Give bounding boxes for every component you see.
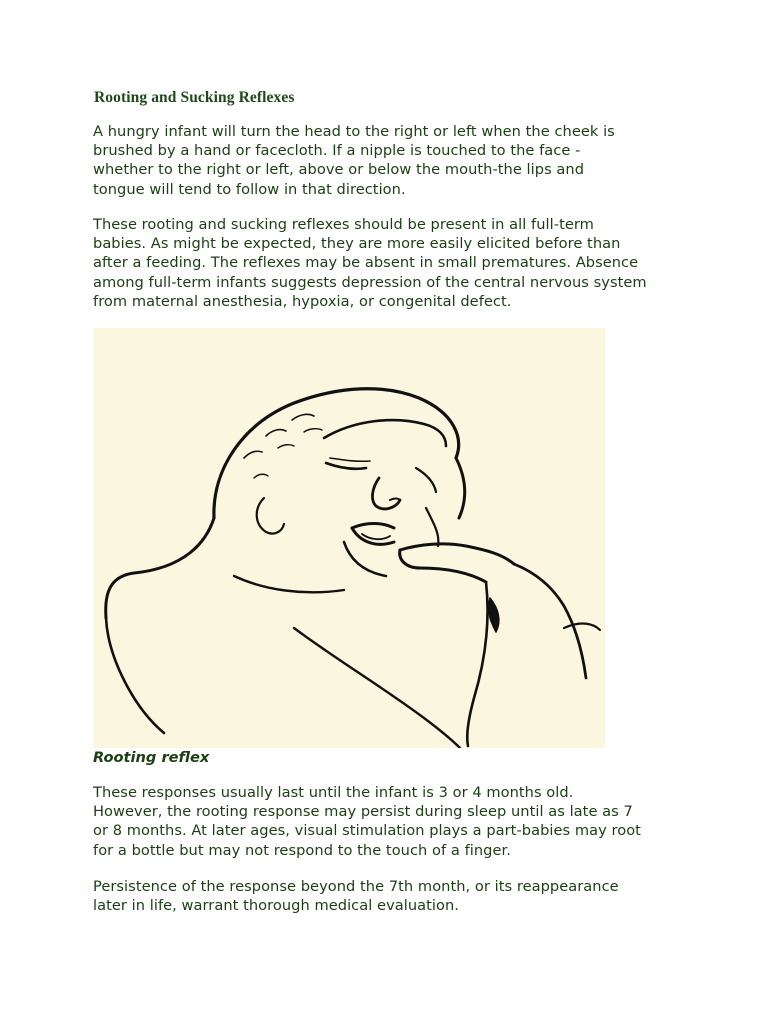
hair-stroke <box>304 429 322 432</box>
infant-drawing <box>94 328 605 748</box>
nose <box>372 478 400 509</box>
paragraph-persistence <box>93 877 693 915</box>
text-line: A hungry infant will turn the head to the right or left when the cheek is <box>93 123 615 140</box>
infant-rooting-illustration <box>94 328 605 748</box>
paragraph-duration <box>93 783 693 860</box>
brow-line <box>324 420 446 446</box>
cheek-crease <box>426 508 438 546</box>
hair-stroke <box>244 451 262 458</box>
blanket-fold <box>294 628 460 748</box>
text-line: for a bottle but may not respond to the touch of a finger. <box>93 841 511 859</box>
hair-stroke <box>266 430 286 436</box>
finger-top <box>400 544 514 564</box>
back-contour <box>106 618 164 733</box>
hand <box>514 564 586 678</box>
hand-inner <box>467 582 487 746</box>
paragraph-intro <box>93 122 693 199</box>
page-title: Rooting and Sucking Reflexes <box>94 89 295 106</box>
shoulder-back <box>106 518 214 618</box>
text-line: among full-term infants suggests depression of the central nervous system <box>93 273 647 291</box>
text-line: whether to the right or left, above or below the mouth-the lips and <box>93 161 585 179</box>
shadow-mark <box>489 598 499 632</box>
text-line: Persistence of the response beyond the 7th month, or its reappearance <box>93 878 619 895</box>
text-line: after a feeding. The reflexes may be absent in small prematures. Absence <box>93 254 639 272</box>
text-line: tongue will tend to follow in that direction. <box>93 180 406 198</box>
eyelash <box>330 458 370 461</box>
mouth-lower <box>352 528 394 544</box>
text-line: These rooting and sucking reflexes should be present in all full-term <box>93 216 594 233</box>
arm-line <box>564 624 600 630</box>
closed-eye <box>326 463 366 469</box>
text-line: These responses usually last until the infant is 3 or 4 months old. <box>93 784 574 801</box>
text-line: brushed by a hand or facecloth. If a nipple is touched to the face - <box>93 142 581 160</box>
chin <box>344 542 386 576</box>
text-line: However, the rooting response may persist during sleep until as late as 7 <box>93 803 633 821</box>
finger-bottom <box>400 550 486 582</box>
body-contour <box>234 576 344 592</box>
figure-caption: Rooting reflex <box>93 749 210 766</box>
tongue <box>362 534 390 539</box>
ear <box>257 498 284 534</box>
text-line: later in life, warrant thorough medical evaluation. <box>93 897 459 915</box>
nostril <box>390 499 400 501</box>
hair-stroke <box>254 474 268 478</box>
text-line: or 8 months. At later ages, visual stimulation plays a part-babies may root <box>93 822 641 840</box>
hair-stroke <box>278 445 294 448</box>
text-line: babies. As might be expected, they are more easily elicited before than <box>93 235 621 253</box>
mouth-upper <box>352 524 394 529</box>
text-line: from maternal anesthesia, hypoxia, or congenital defect. <box>93 292 512 310</box>
paragraph-presence <box>93 215 693 311</box>
hair-stroke <box>292 414 314 420</box>
far-eye <box>416 468 436 492</box>
cheek-contour <box>456 458 465 518</box>
